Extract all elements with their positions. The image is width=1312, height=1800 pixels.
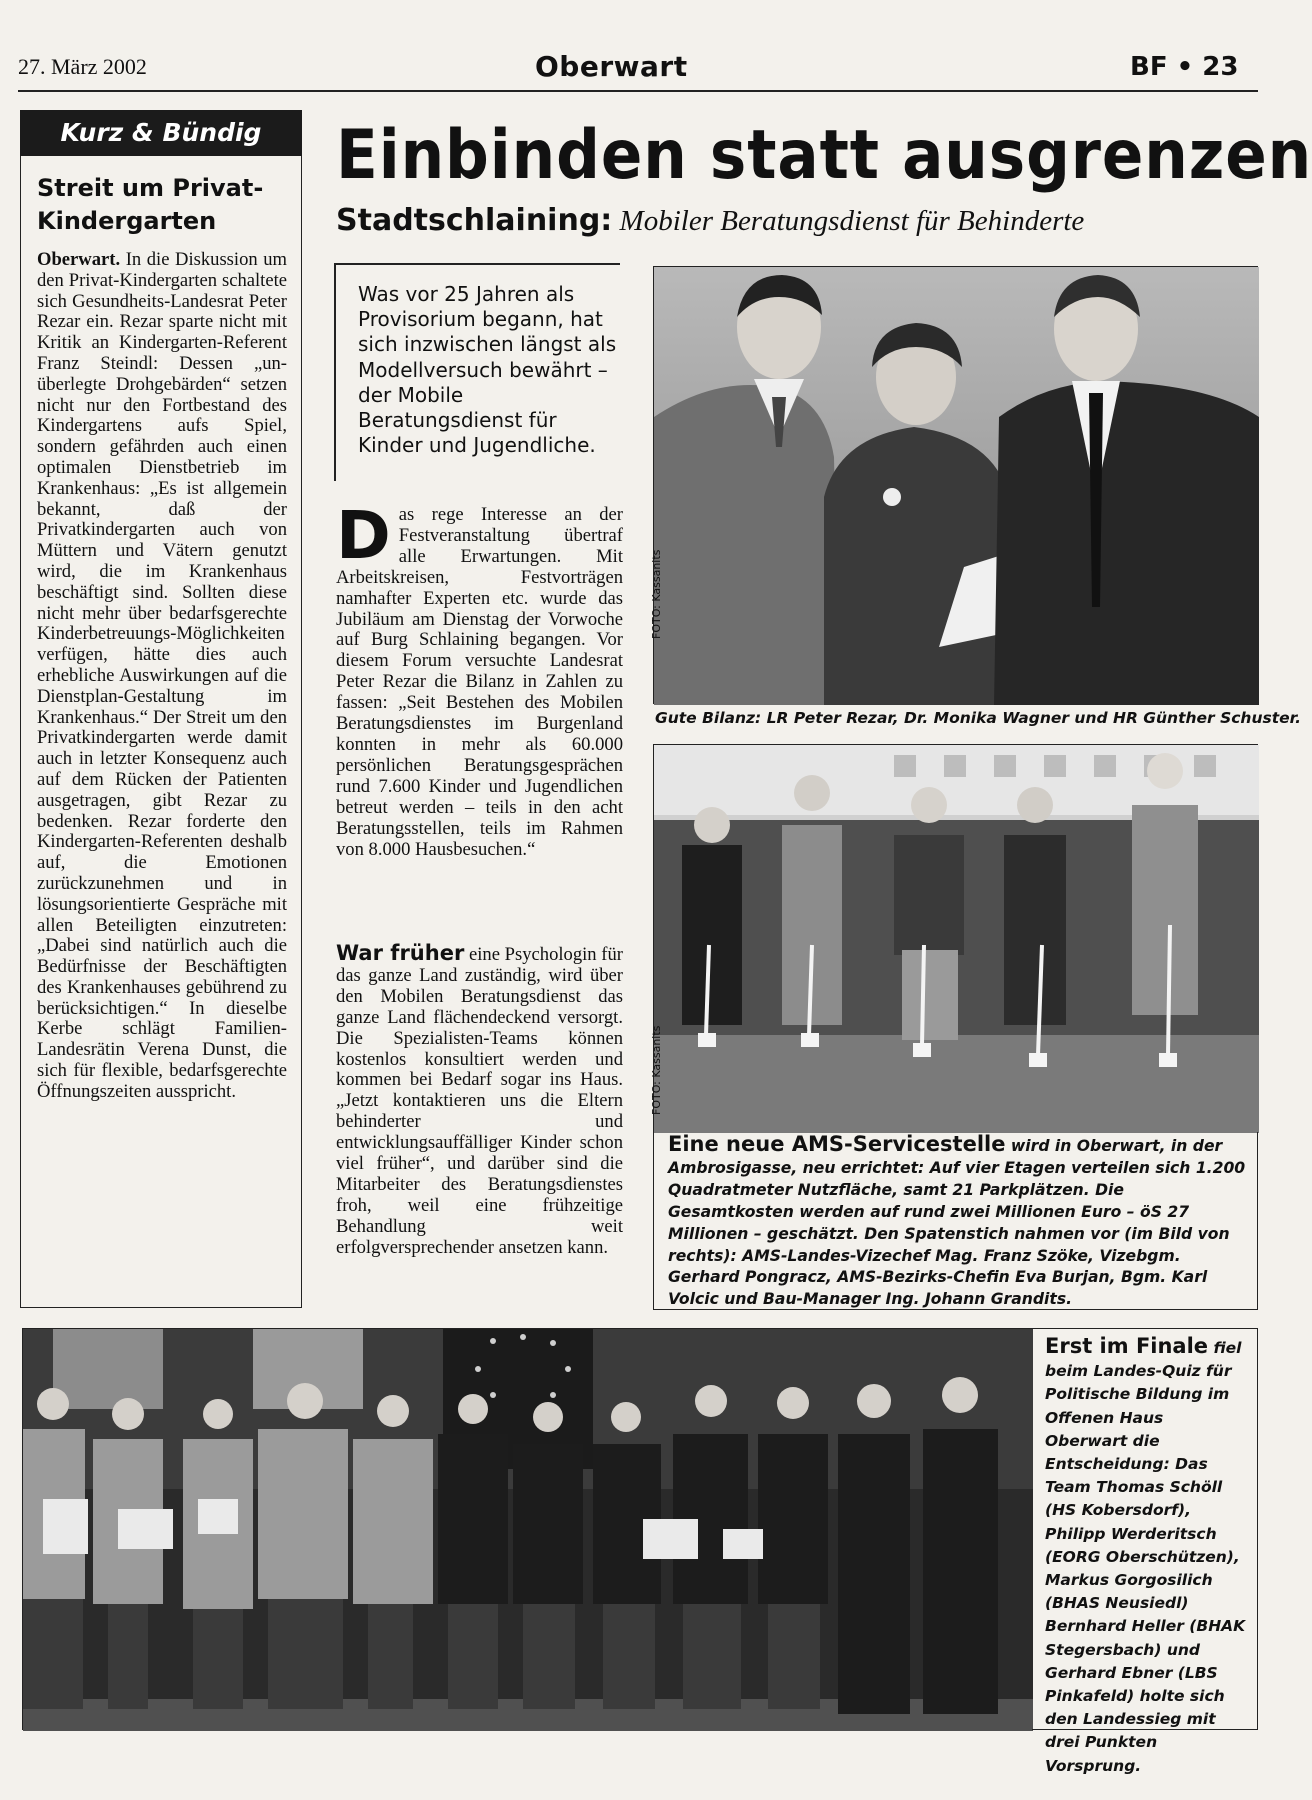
photo-credit-2: FOTO: Kassanits xyxy=(650,1025,663,1115)
page-number: BF • 23 xyxy=(1130,52,1239,82)
caption-landes-quiz xyxy=(1045,1335,1250,1778)
article-body-2 xyxy=(336,943,623,1259)
section-title: Oberwart xyxy=(535,50,688,83)
article-text-2: eine Psychologin für das ganze Land zuständig, wird über den Mobilen Beratungsdienst das ganze Land flächendeckend versorgt. Die Spezialisten-Teams können kostenlos konsultiert werden und kommen bei Bedarf sogar ins Haus. „Jetzt kontaktieren uns die Eltern behinderter und entwicklungsauffälliger Kinder schon viel früher“, und darüber sind die Mitarbeiter des Beratungsdienstes froh, weil eine frühzeitige Behandlung weit erfolgversprechender ansetzen kann. xyxy=(336,944,623,1258)
intro-rule-left xyxy=(334,263,336,481)
caption-gute-bilanz: Gute Bilanz: LR Peter Rezar, Dr. Monika Wagner und HR Günther Schuster. xyxy=(655,709,1301,727)
sidebar-title-line: Kindergarten xyxy=(37,207,217,235)
article-body-1 xyxy=(336,497,623,860)
sidebar-body xyxy=(37,250,287,1103)
sidebar-title xyxy=(37,172,287,238)
caption-2-lead: Eine neue AMS-Servicestelle xyxy=(668,1132,1006,1156)
headline: Einbinden statt ausgrenzen xyxy=(336,116,1312,195)
caption-spatenstich xyxy=(668,1134,1253,1311)
sidebar-body-text: In die Diskussion um den Privat-Kindergarten schaltete sich Gesundheits-Landesrat Peter Rezar ein. Rezar sparte nicht mit Kritik an Kindergarten-Referent Franz Steindl: Dessen „un-überlegte Drohgebärden“ setzen nicht nur den Fortbestand des Kindergartens aufs Spiel, sondern gefährden auch einen optimalen Dienstbetrieb im Krankenhaus: „Es ist allgemein bekannt, daß der Privatkindergarten auch von Müttern und Vätern genutzt wird, die im Krankenhaus beschäftigt sind. Sollten diese nicht mehr über bedarfsgerechte Kinderbetreuungs-Möglichkeiten verfügen, hätte dies auch erhebliche Auswirkungen auf die Dienstplan-Gestaltung im Krankenhaus.“ Der Streit um den Privatkindergarten werde damit auch in letzter Konsequenz auch auf dem Rücken der Patienten ausgetragen, gibt Rezar zu bedenken. Rezar forderte den Kindergarten-Referenten deshalb auf, die Emotionen zurückzunehmen und in lösungsorientierte Gespräche mit allen Beteiligten einzutreten: „Dabei sind natürlich auch die Bedürfnisse der Beschäftigten des Krankenhauses gebührend zu berücksichtigen.“ In dieselbe Kerbe schlägt Familien-Landesrätin Verena Dunst, die sich für flexible, bedarfsgerechte Öffnungszeiten ausspricht. xyxy=(37,249,287,1102)
photo-spatenstich-image xyxy=(654,745,1259,1133)
subheadline xyxy=(336,203,1266,238)
photo-credit-1: FOTO: Kassanits xyxy=(650,549,663,639)
header-rule xyxy=(18,90,1258,92)
intro-rule-top xyxy=(334,263,620,265)
photo-quiz-group-image xyxy=(23,1329,1033,1731)
subhead-place: Stadtschlaining: xyxy=(336,203,613,238)
article-intro: Was vor 25 Jahren als Provisorium begann, hat sich inzwischen längst als Modellversuch bewährt – der Mobile Beratungsdienst für Kinder und Jugendliche. xyxy=(358,282,617,458)
photo-gute-bilanz xyxy=(650,266,1258,704)
caption-3-text: fiel beim Landes-Quiz für Politische Bildung im Offenen Haus Oberwart die Entscheidung: Das Team Thomas Schöll (HS Kobersdorf), Philipp Werderitsch (EORG Oberschützen), Markus Gorgosilich (BHAS Neusiedl) Bernhard Heller (BHAK Stegersbach) und Gerhard Ebner (LBS Pinkafeld) holte sich den Landessieg mit drei Punkten Vorsprung. xyxy=(1045,1339,1246,1775)
sidebar-dateline: Oberwart. xyxy=(37,249,121,270)
subhead-text: Mobiler Beratungsdienst für Behinderte xyxy=(612,205,1085,237)
article-text-1: as rege Interesse an der Festveranstaltung übertraf alle Erwartungen. Mit Arbeitskreisen, Festvorträgen namhafter Experten etc. wurde das Jubiläum am Dienstag der Vorwoche auf Burg Schlaining begangen. Vor diesem Forum versuchte Landesrat Peter Rezar die Bilanz in Zahlen zu fassen: „Seit Bestehen des Mobilen Beratungsdienstes im Burgenland konnten in mehr als 60.000 persönlichen Beratungsgesprächen rund 7.600 Kinder und Jugendlichen betreut werden – teils in den acht Beratungsstellen, teils im Rahmen von 8.000 Hausbesuchen.“ xyxy=(336,504,623,860)
photo-spatenstich xyxy=(650,744,1258,1132)
drop-cap: D xyxy=(336,497,391,574)
caption-2-text: wird in Oberwart, in der Ambrosigasse, neu errichtet: Auf vier Etagen verteilen sich 1.200 Quadratmeter Nutzfläche, samt 21 Parkplätzen. Die Gesamtkosten werden auf rund zwei Millionen Euro – öS 27 Millionen – geschätzt. Den Spatenstich nahmen vor (im Bild von rechts): AMS-Landes-Vizechef Mag. Franz Szöke, Vizebgm. Gerhard Pongracz, AMS-Bezirks-Chefin Eva Burjan, Bgm. Karl Volcic und Bau-Manager Ing. Johann Grandits. xyxy=(668,1137,1246,1309)
caption-3-lead: Erst im Finale xyxy=(1045,1334,1209,1358)
photo-three-people-image xyxy=(654,267,1259,705)
issue-date: 27. März 2002 xyxy=(18,54,147,79)
photo-landes-quiz xyxy=(22,1328,1032,1730)
run-in-heading: War früher xyxy=(336,941,465,965)
sidebar-title-line: Streit um Privat- xyxy=(37,174,264,202)
sidebar-banner: Kurz & Bündig xyxy=(20,110,302,156)
